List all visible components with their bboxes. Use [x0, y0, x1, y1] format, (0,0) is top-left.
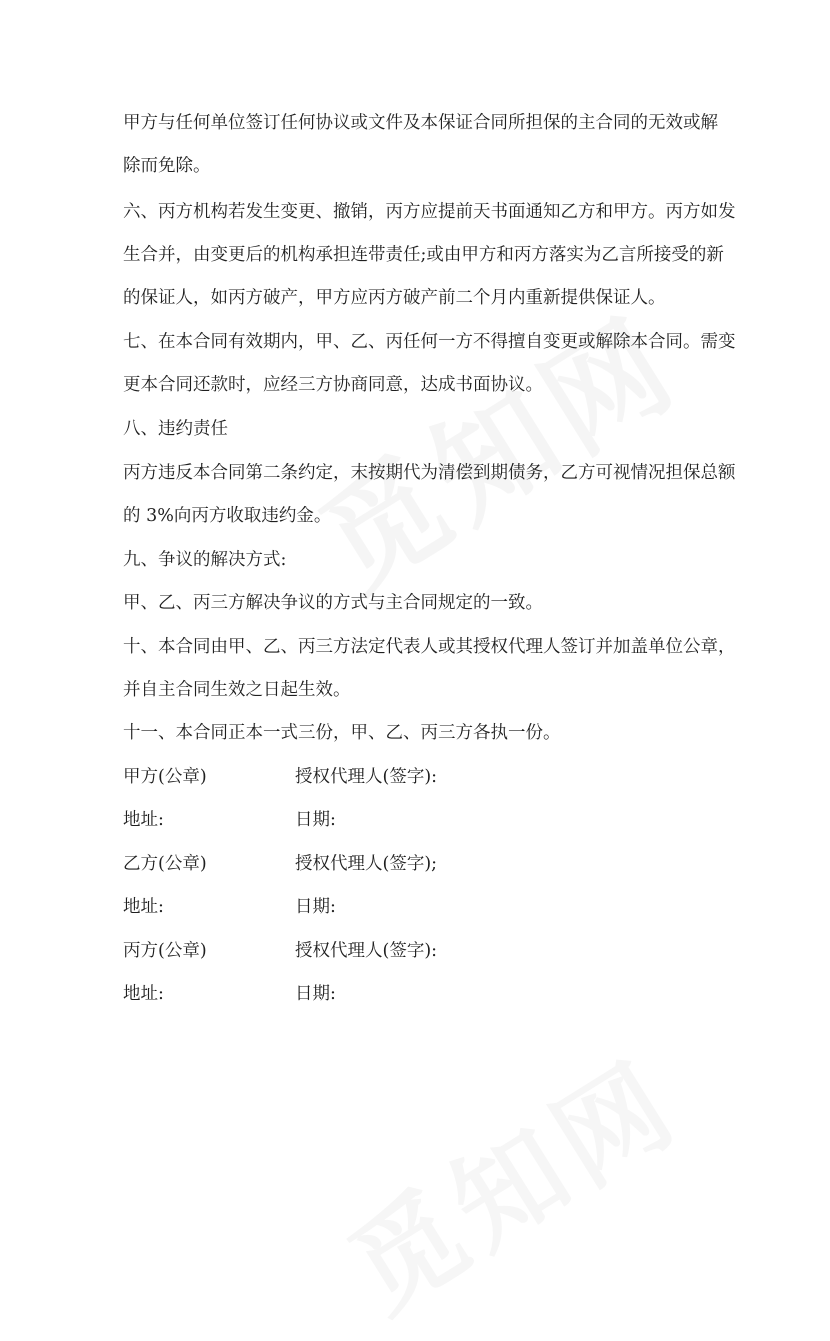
date-label: 日期:: [295, 984, 336, 1004]
signature-row: [123, 852, 790, 876]
signature-row: [123, 939, 790, 963]
section-heading: 九、争议的解决方式:: [123, 550, 287, 570]
paragraph-line: 并自主合同生效之日起生效。: [123, 680, 351, 700]
agent-label: 授权代理人(签字):: [295, 941, 438, 961]
party-label: 甲方(公章): [123, 767, 207, 787]
paragraph-line: 丙方违反本合同第二条约定，末按期代为清偿到期债务，乙方可视情况担保总额: [123, 463, 736, 483]
agent-label: 授权代理人(签字):: [295, 767, 438, 787]
paragraph-line: 的 3%向丙方收取违约金。: [123, 506, 332, 526]
paragraph-line: 甲、乙、丙三方解决争议的方式与主合同规定的一致。: [123, 593, 543, 613]
section-heading: 八、违约责任: [123, 419, 228, 439]
paragraph-line: 的保证人，如丙方破产，甲方应丙方破产前二个月内重新提供保证人。: [123, 288, 666, 308]
signature-row: [123, 765, 790, 789]
date-label: 日期:: [295, 810, 336, 830]
paragraph-line: 十一、本合同正本一式三份，甲、乙、丙三方各执一份。: [123, 723, 561, 743]
paragraph-line: 甲方与任何单位签订任何协议或文件及本保证合同所担保的主合同的无效或解: [123, 113, 718, 133]
paragraph-line: 七、在本合同有效期内，甲、乙、丙任何一方不得擅自变更或解除本合同。需变: [123, 332, 736, 352]
signature-row: [123, 895, 790, 919]
signature-row: [123, 982, 790, 1006]
paragraph-line: 生合并，由变更后的机构承担连带责任;或由甲方和丙方落实为乙言所接受的新: [123, 245, 724, 265]
paragraph-line: 十、本合同由甲、乙、丙三方法定代表人或其授权代理人签订并加盖单位公章，: [123, 637, 736, 657]
address-label: 地址:: [123, 984, 164, 1004]
party-label: 乙方(公章): [123, 854, 207, 874]
watermark: [315, 1017, 704, 1341]
paragraph-line: 六、丙方机构若发生变更、撤销，丙方应提前天书面通知乙方和甲方。丙方如发: [123, 202, 736, 222]
paragraph-line: 除而免除。: [123, 156, 211, 176]
signature-row: [123, 808, 790, 832]
party-label: 丙方(公章): [123, 941, 207, 961]
address-label: 地址:: [123, 810, 164, 830]
agent-label: 授权代理人(签字);: [295, 854, 438, 874]
date-label: 日期:: [295, 897, 336, 917]
address-label: 地址:: [123, 897, 164, 917]
paragraph-line: 更本合同还款时，应经三方协商同意，达成书面协议。: [123, 375, 543, 395]
